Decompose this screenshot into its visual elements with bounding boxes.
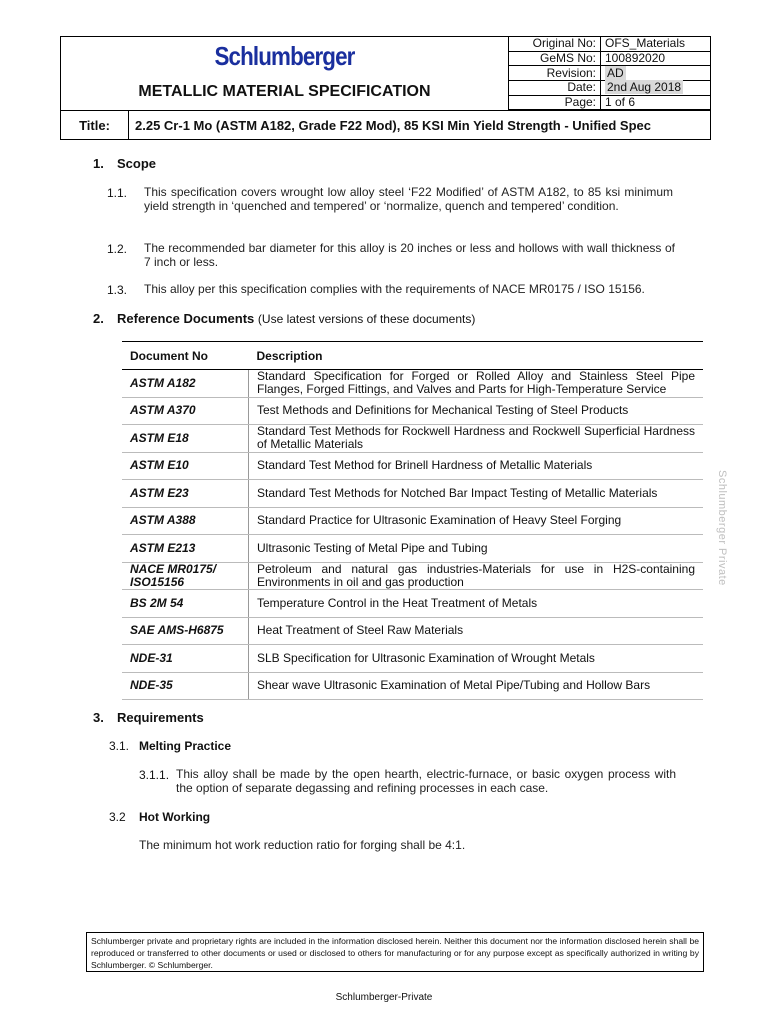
clause-text: This alloy shall be made by the open hearth, electric-furnace, or basic oxygen process with the option of separate degassing and refining processes in each case. [176,767,676,795]
meta-row [508,37,710,51]
document-description: Ultrasonic Testing of Metal Pipe and Tubing [249,535,704,563]
subsection-number: 3.2 [109,810,126,824]
document-number: ASTM A370 [122,397,249,425]
document-header [60,36,711,140]
meta-label: Page: [508,95,601,110]
document-number: ASTM E18 [122,425,249,453]
meta-label: Original No: [508,37,601,51]
table-row [122,535,703,563]
table-row [122,452,703,480]
meta-row [508,66,710,81]
document-number: NDE-35 [122,672,249,700]
meta-value [601,66,711,81]
document-number: ASTM E10 [122,452,249,480]
document-number: BS 2M 54 [122,590,249,618]
section-heading-scope: Scope [117,156,157,171]
meta-row [508,81,710,96]
meta-value: OFS_Materials [601,37,711,51]
meta-label: Revision: [508,66,601,81]
section-heading-text: Reference Documents [117,311,255,326]
title-label: Title: [61,111,129,140]
document-description: Heat Treatment of Steel Raw Materials [249,617,704,645]
table-row [122,562,703,590]
page-footer: Schlumberger-Private [335,992,433,1003]
clause-number: 3.1.1. [139,768,170,782]
section-number: 3. [93,710,104,725]
section-number: 2. [93,311,104,326]
document-description: Shear wave Ultrasonic Examination of Metal Pipe/Tubing and Hollow Bars [249,672,704,700]
table-row [122,397,703,425]
document-description: Standard Specification for Forged or Rolled Alloy and Stainless Steel Pipe Flanges, Forged Fittings, and Valves and Parts for High-Temperature Service [249,370,704,398]
table-row [122,370,703,398]
section-heading-requirements: Requirements [117,710,204,725]
table-row [122,507,703,535]
date-value: 2nd Aug 2018 [607,80,682,95]
document-description: Standard Test Methods for Rockwell Hardness and Rockwell Superficial Hardness of Metallic Materials [249,425,704,453]
section-heading-note: (Use latest versions of these documents) [257,312,476,326]
clause-number: 1.2. [107,242,128,256]
table-row [122,480,703,508]
meta-row [508,51,710,66]
clause-text: The recommended bar diameter for this alloy is 20 inches or less and hollows with wall thickness of 7 inch or less. [144,241,675,269]
document-description: Test Methods and Definitions for Mechanical Testing of Steel Products [249,397,704,425]
document-number: ASTM A388 [122,507,249,535]
meta-value [601,81,711,96]
meta-value: 100892020 [601,51,711,66]
reference-documents-table [122,341,703,700]
table-row [122,617,703,645]
meta-label: GeMS No: [508,51,601,66]
document-number: SAE AMS-H6875 [122,617,249,645]
document-number: NACE MR0175/ ISO15156 [122,562,249,590]
document-description: Temperature Control in the Heat Treatment of Metals [249,590,704,618]
document-description: Standard Test Methods for Notched Bar Impact Testing of Metallic Materials [249,480,704,508]
spec-title: 2.25 Cr-1 Mo (ASTM A182, Grade F22 Mod), 85 KSI Min Yield Strength - Unified Spec [135,118,652,133]
section-heading-references [117,311,475,326]
clause-number: 1.1. [107,186,128,200]
meta-value: 1 of 6 [601,95,711,110]
clause-text: The minimum hot work reduction ratio for forging shall be 4:1. [139,838,466,852]
subsection-number: 3.1. [109,739,130,753]
clause-number: 1.3. [107,283,128,297]
proprietary-notice: Schlumberger private and proprietary rights are included in the information disclosed herein. Neither this document nor the information disclosed herein shall be reproduced or transferred to other documents or used or disclosed to others for manufacturing or for any purpose except as specifically authorized in writing by Schlumberger. © Schlumberger. [86,932,704,972]
subsection-heading-hot-working: Hot Working [139,810,211,824]
side-watermark: Schlumberger Private [716,470,728,586]
document-number: ASTM E23 [122,480,249,508]
title-row [61,110,710,140]
table-row [122,672,703,700]
table-row [122,645,703,673]
document-number: NDE-31 [122,645,249,673]
header-left-cell [61,37,509,110]
company-logo: Schlumberger [214,41,355,71]
section-number: 1. [93,156,104,171]
document-meta-table [508,37,710,110]
document-description: Petroleum and natural gas industries-Materials for use in H2S-containing Environments in oil and gas production [249,562,704,590]
subsection-heading-melting: Melting Practice [139,739,232,753]
meta-label: Date: [508,81,601,96]
table-row [122,590,703,618]
document-type-title: METALLIC MATERIAL SPECIFICATION [138,83,431,100]
column-header-document: Document No [122,342,249,370]
column-header-description: Description [249,342,704,370]
document-description: SLB Specification for Ultrasonic Examination of Wrought Metals [249,645,704,673]
table-header-row [122,342,703,370]
document-number: ASTM E213 [122,535,249,563]
document-description: Standard Test Method for Brinell Hardness of Metallic Materials [249,452,704,480]
revision-value: AD [607,65,624,80]
table-row [122,425,703,453]
clause-text: This specification covers wrought low alloy steel ‘F22 Modified’ of ASTM A182, to 85 ksi minimum yield strength in ‘quenched and tempered’ or ‘normalize, quench and tempered’ condition. [144,185,673,213]
document-description: Standard Practice for Ultrasonic Examination of Heavy Steel Forging [249,507,704,535]
clause-text: This alloy per this specification complies with the requirements of NACE MR0175 / ISO 15156. [144,282,645,296]
meta-row [508,95,710,110]
document-number: ASTM A182 [122,370,249,398]
